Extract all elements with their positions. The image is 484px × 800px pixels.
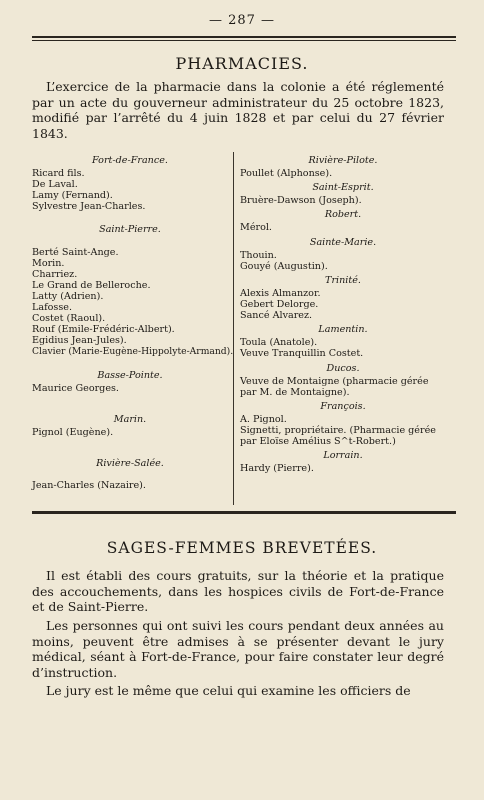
pharmacies-intro: L’exercice de la pharmacie dans la colonie a été réglementé par un acte du gouverneur administrateur du 25 octobre 1823, modifié par l’arrêté du 4 juin 1828 et par celui du 27 février 1843. (32, 79, 444, 141)
spacer (32, 238, 228, 247)
pharmacist-entry: Toula (Anatole). (240, 337, 318, 349)
section-rule (32, 511, 456, 514)
sages-femmes-paragraph: Il est établi des cours gratuits, sur la théorie et la pratique des accouchements, dans les hospices civils de Fort-de-France et de Saint-Pierre. (32, 568, 444, 614)
pharmacies-right-column (240, 152, 446, 474)
pharmacist-entry: Clavier (Marie-Eugène-Hippolyte-Armand). (32, 346, 234, 358)
place-group-trinite (240, 275, 446, 321)
pharmacist-entry: Lafosse. (32, 302, 72, 314)
pharmacist-entry: Poullet (Alphonse). (240, 168, 333, 180)
place-name: Rivière-Pilote. (308, 155, 378, 166)
pharmacist-entry: Berté Saint-Ange. (32, 246, 119, 258)
pharmacist-entry: Egidius Jean-Jules). (32, 335, 127, 347)
place-name: Lamentin. (318, 324, 368, 336)
spacer (32, 438, 228, 455)
pharmacist-entry: Veuve Tranquillin Costet. (240, 348, 364, 360)
spacer (32, 358, 228, 367)
pharmacist-entry: Mérol. (240, 222, 272, 234)
place-name: Saint-Pierre. (99, 224, 161, 236)
spacer (32, 471, 228, 480)
spacer (32, 394, 228, 411)
place-group-saint-esprit (240, 182, 446, 206)
header-rule (32, 36, 456, 41)
place-group-sainte-marie (240, 237, 446, 272)
spacer (32, 212, 228, 221)
place-group-robert (240, 209, 446, 233)
place-name: François. (320, 400, 366, 412)
page-number: — 287 — (208, 13, 276, 28)
pharmacist-entry: Costet (Raoul). (32, 313, 106, 325)
place-name: Fort-de-France. (92, 155, 168, 166)
pharmacist-entry: A. Pignol. (240, 413, 287, 425)
place-name: Saint-Esprit. (312, 182, 374, 194)
place-name: Sainte-Marie. (309, 236, 377, 248)
place-group-riviere-pilote (240, 155, 446, 179)
pharmacist-entry: Gebert Delorge. (240, 299, 319, 311)
pharmacist-entry: Veuve de Montaigne (pharmacie gérée par M. de Montaigne). (240, 375, 429, 398)
sages-femmes-paragraph: Le jury est le même que celui qui examine les officiers de (46, 683, 411, 698)
pharmacies-left-column (32, 152, 234, 491)
place-group-lamentin (240, 324, 446, 359)
sages-femmes-paragraph: Les personnes qui ont suivi les cours pendant deux années au moins, peuvent être admises à se présenter devant le jury médical, séant à Fort-de-France, pour faire constater leur degré d’instruction. (32, 618, 444, 680)
pharmacist-entry: Rouf (Emile-Frédéric-Albert). (32, 324, 175, 336)
place-name: Robert. (324, 209, 362, 221)
place-group-saint-pierre (32, 224, 234, 358)
pharmacist-entry: Lamy (Fernand). (32, 190, 113, 202)
place-group-marin (32, 414, 228, 438)
place-name: Basse-Pointe. (97, 369, 163, 381)
place-group-riviere-salee (32, 458, 228, 491)
pharmacist-entry: Thouin. (240, 249, 277, 261)
pharmacist-entry: Gouyé (Augustin). (240, 260, 328, 272)
column-divider (233, 152, 234, 505)
place-group-basse-pointe (32, 370, 228, 394)
pharmacist-entry: Sylvestre Jean-Charles. (32, 201, 146, 213)
pharmacist-entry: Hardy (Pierre). (240, 463, 314, 475)
place-name: Ducos. (326, 362, 360, 374)
pharmacist-entry: Bruère-Dawson (Joseph). (240, 195, 362, 207)
pharmacist-entry: Sancé Alvarez. (240, 310, 313, 322)
place-name: Lorrain. (323, 450, 363, 462)
sages-femmes-title: SAGES-FEMMES BREVETÉES. (106, 539, 378, 557)
pharmacist-entry: Maurice Georges. (32, 382, 119, 394)
pharmacist-entry: Alexis Almanzor. (240, 287, 321, 299)
place-name: Trinité. (325, 274, 361, 286)
pharmacist-entry: Le Grand de Belleroche. (32, 279, 151, 291)
pharmacist-entry: Morin. (32, 257, 65, 269)
pharmacies-title: PHARMACIES. (175, 54, 309, 73)
place-name: Rivière-Salée. (96, 457, 164, 469)
pharmacist-entry: Signetti, propriétaire. (Pharmacie gérée par Eloïse Amélius S^t-Robert.) (240, 424, 436, 448)
pharmacist-entry: Jean-Charles (Nazaire). (32, 479, 146, 491)
place-group-ducos (240, 363, 446, 398)
pharmacist-entry: De Laval. (32, 179, 78, 191)
place-group-francois (240, 401, 446, 447)
pharmacist-entry: Ricard fils. (32, 168, 85, 180)
place-group-lorrain (240, 450, 446, 474)
pharmacist-entry: Charriez. (32, 268, 78, 280)
pharmacist-entry: Latty (Adrien). (32, 290, 104, 302)
place-name: Marin. (113, 413, 147, 425)
place-group-fort-de-france (32, 155, 228, 212)
pharmacist-entry: Pignol (Eugène). (32, 426, 114, 438)
